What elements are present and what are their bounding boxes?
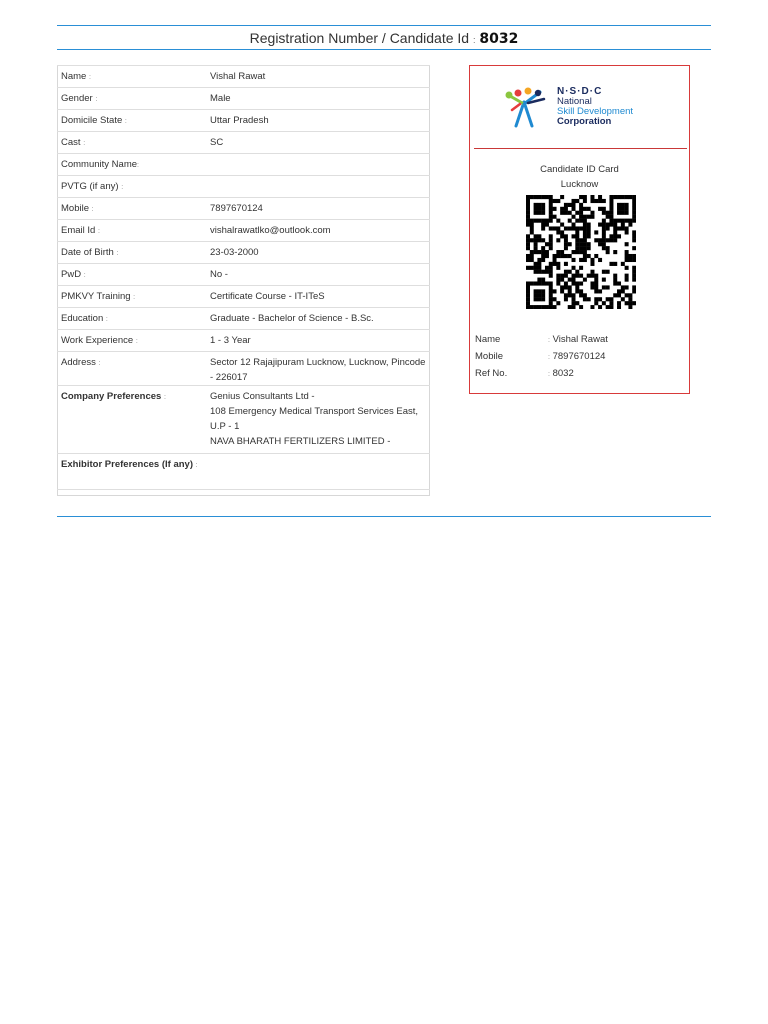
field-label: PVTG (if any): [61, 181, 119, 192]
table-row: Domicile State : Uttar Pradesh: [58, 110, 430, 132]
table-row: Community Name:: [58, 154, 430, 176]
company-preference-line: NAVA BHARATH FERTILIZERS LIMITED -: [210, 436, 391, 447]
field-value: Graduate - Bachelor of Science - B.Sc.: [207, 308, 430, 330]
logo-line: Corporation: [557, 116, 612, 127]
field-label: Company Preferences: [61, 391, 162, 402]
field-label: Education: [61, 313, 104, 324]
table-row: Mobile : 7897670124: [58, 198, 430, 220]
field-label: Mobile: [61, 203, 89, 214]
card-field-value: 8032: [552, 368, 574, 379]
title-label: Registration Number / Candidate Id: [249, 30, 470, 46]
field-label: Community Name: [61, 159, 138, 170]
candidate-details-table: [57, 65, 430, 496]
field-value: SC: [207, 132, 430, 154]
field-label: Domicile State: [61, 115, 123, 126]
card-divider: [474, 148, 687, 149]
nsdc-logo-text: [557, 87, 633, 127]
field-label: Date of Birth: [61, 247, 114, 258]
title-colon: :: [472, 35, 476, 45]
card-field-label: Name: [475, 334, 501, 345]
field-value: vishalrawatlko@outlook.com: [207, 220, 430, 242]
table-row: Cast : SC: [58, 132, 430, 154]
table-row: Email Id : vishalrawatlko@outlook.com: [58, 220, 430, 242]
table-row: Company Preferences : Genius Consultants Ltd - 108 Emergency Medical Transport Services East, U.P - 1 NAVA BHARATH FERTILIZERS LIMITED -: [58, 386, 430, 454]
table-row: Exhibitor Preferences (If any) :: [58, 454, 430, 490]
card-field-value: Vishal Rawat: [552, 334, 608, 345]
table-row: Date of Birth : 23-03-2000: [58, 242, 430, 264]
table-row: Education : Graduate - Bachelor of Science - B.Sc.: [58, 308, 430, 330]
card-info: [475, 332, 608, 383]
card-city: Lucknow: [560, 179, 599, 190]
top-rule: [57, 25, 711, 26]
card-title: Candidate ID Card: [540, 164, 619, 175]
field-value: 23-03-2000: [207, 242, 430, 264]
card-field-label: Ref No.: [475, 368, 508, 379]
field-label: Cast: [61, 137, 81, 148]
table-row: PVTG (if any) :: [58, 176, 430, 198]
table-row: [58, 490, 430, 496]
logo-line: Skill Development: [557, 106, 634, 117]
bottom-rule: [57, 516, 711, 517]
field-value: [207, 176, 430, 198]
field-label: Address: [61, 357, 96, 368]
field-label: Name: [61, 71, 87, 82]
nsdc-acronym: N·S·D·C: [557, 86, 603, 97]
field-label: Work Experience: [61, 335, 134, 346]
candidate-id: 8032: [479, 31, 519, 47]
field-label: PwD: [61, 269, 82, 280]
field-value: Uttar Pradesh: [207, 110, 430, 132]
field-value: 7897670124: [207, 198, 430, 220]
field-value: [207, 154, 430, 176]
field-value: Certificate Course - IT-ITeS: [207, 286, 430, 308]
candidate-id-card: [469, 65, 690, 394]
field-label: Exhibitor Preferences (If any): [61, 459, 193, 470]
table-row: Address : Sector 12 Rajajipuram Lucknow, Lucknow, Pincode - 226017: [58, 352, 430, 386]
table-row: PMKVY Training : Certificate Course - IT-ITeS: [58, 286, 430, 308]
card-field: Mobile : 7897670124: [475, 349, 608, 366]
card-field-label: Mobile: [475, 351, 503, 362]
table-row: Name : Vishal Rawat: [58, 66, 430, 88]
field-value: Male: [207, 88, 430, 110]
logo-line: National: [557, 96, 592, 107]
field-label: Email Id: [61, 225, 96, 236]
field-label: Gender: [61, 93, 93, 104]
card-field: Ref No. : 8032: [475, 366, 608, 383]
qr-code-icon: [526, 195, 636, 309]
field-value: Sector 12 Rajajipuram Lucknow, Lucknow, Pincode - 226017: [207, 352, 430, 386]
field-value: Vishal Rawat: [207, 66, 430, 88]
nsdc-logo-icon: [504, 86, 556, 130]
table-row: PwD : No -: [58, 264, 430, 286]
page-title: [57, 29, 711, 49]
field-value: No -: [207, 264, 430, 286]
table-row: Work Experience : 1 - 3 Year: [58, 330, 430, 352]
company-preferences-value: [207, 386, 430, 454]
company-preference-line: Genius Consultants Ltd -: [210, 391, 315, 402]
table-row: Gender : Male: [58, 88, 430, 110]
field-value: 1 - 3 Year: [207, 330, 430, 352]
field-label: PMKVY Training: [61, 291, 131, 302]
card-field: Name : Vishal Rawat: [475, 332, 608, 349]
company-preference-line: 108 Emergency Medical Transport Services East, U.P - 1: [210, 406, 419, 432]
card-field-value: 7897670124: [552, 351, 606, 362]
title-rule: [57, 49, 711, 50]
